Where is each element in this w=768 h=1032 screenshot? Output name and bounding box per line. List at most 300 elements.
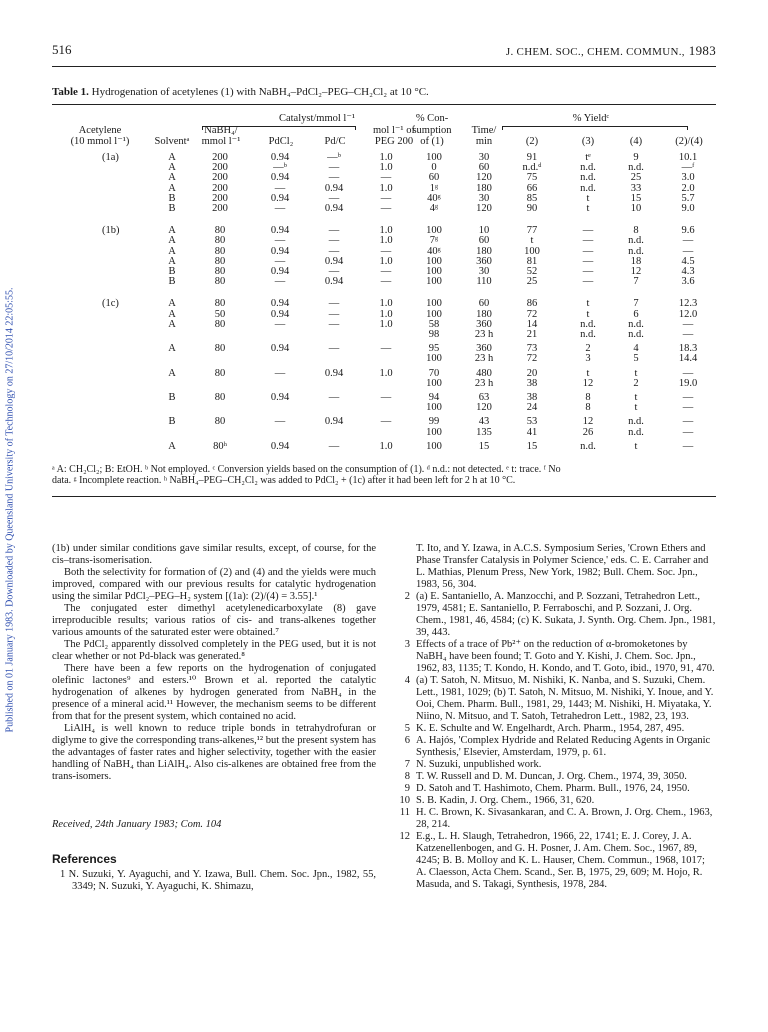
- journal-year: 1983: [688, 43, 716, 58]
- table-cell-y2: 66: [526, 182, 538, 194]
- table-cell-pdc: —: [328, 298, 340, 310]
- table-cell-nabh4: 80: [214, 255, 226, 267]
- table-cell-time: 120: [476, 402, 492, 414]
- paragraph: The conjugated ester dimethyl acetylenedicarboxylate (8) gave irreproducible results; various ratios of cis- and trans-alkenes together various amounts of the saturated ester were obtained.⁷: [52, 603, 376, 638]
- table-cell-time: 15: [478, 440, 490, 452]
- table-cell-y4: t: [634, 392, 638, 403]
- table-cell-peg: 1.0: [379, 255, 393, 267]
- table-cell-nabh4: 200: [212, 162, 228, 174]
- table-cell-nabh4: 80: [214, 235, 226, 247]
- header-yield-2: (2): [525, 136, 539, 147]
- table-cell-peg: 1.0: [379, 298, 393, 310]
- table-cell-y4: 7: [633, 276, 639, 288]
- table-cell-conv: 98: [428, 329, 440, 340]
- table-footnotes: [52, 464, 716, 486]
- table-cell-y3: n.d.: [580, 162, 596, 174]
- table-cell-y3: t: [586, 367, 590, 379]
- table-cell-pdcl2: —: [274, 235, 286, 247]
- paragraph: The PdCl₂ apparently dissolved completely in the PEG used, but it is not clear whether or not Pd-black was generated.⁸: [52, 639, 376, 662]
- table-cell-y2: 73: [526, 343, 538, 355]
- table-cell-y3: t: [586, 308, 590, 320]
- table-cell-time: 360: [476, 318, 492, 330]
- journal-name: J. CHEM. SOC., CHEM. COMMUN.,: [505, 46, 685, 58]
- table-cell-conv: 1ᵍ: [429, 182, 439, 194]
- table-cell-ratio: —: [682, 392, 694, 403]
- paragraph: There have been a few reports on the hydrogenation of conjugated olefinic lactones⁹ and esters.¹⁰ Brown et al. reported the catalytic hydrogenation of alkenes by hydrogen generated from NaBH₄ in the presence of a mineral acid.¹¹ However, the mechanism seems to be different from that for the present system, which contained no acid.: [52, 663, 376, 722]
- table-cell-peg: 1.0: [379, 235, 393, 247]
- table-cell-pdc: —: [328, 318, 340, 330]
- page-number: 516: [52, 42, 72, 57]
- header-yield-4: (4): [629, 136, 643, 147]
- table-cell-solvent: A: [168, 152, 176, 163]
- table-cell-time: 60: [478, 235, 490, 247]
- reference-item: [396, 543, 716, 591]
- table-cell-y3: —: [582, 255, 594, 267]
- table-cell-time: 60: [478, 298, 490, 310]
- table-cell-nabh4: 200: [212, 203, 228, 214]
- table-cell-nabh4: 200: [212, 182, 228, 194]
- table-cell-conv: 40ᵍ: [427, 245, 441, 257]
- table-cell-nabh4: 80: [214, 276, 226, 288]
- table-cell-y2: 86: [526, 298, 538, 310]
- table-cell-pdc: —: [328, 172, 340, 184]
- table-cell-acetylene: (1a): [102, 152, 119, 163]
- table-cell-y3: 12: [582, 416, 594, 428]
- table-cell-peg: 1.0: [379, 367, 393, 379]
- table-cell-time: 10: [478, 225, 490, 237]
- table-cell-y4: 15: [630, 192, 642, 204]
- references-heading: References: [52, 852, 117, 866]
- table-footnote-line-2: data. ᵍ Incomplete reaction. ʰ NaBH₄–PEG–CH₂Cl₂ was added to PdCl₂ + (1c) after it had been left for 2 h at 10 °C.: [52, 475, 516, 486]
- table-cell-conv: 99: [428, 416, 440, 428]
- left-column: [52, 543, 376, 893]
- table-cell-y3: —: [582, 225, 594, 237]
- table-cell-peg: 1.0: [379, 152, 393, 163]
- table-cell-y4: 25: [630, 172, 642, 184]
- table-cell-pdc: 0.94: [324, 203, 344, 214]
- table-cell-y2: 90: [526, 203, 538, 214]
- table-cell-time: 30: [478, 152, 490, 163]
- reference-number: 9: [404, 783, 410, 794]
- table-cell-conv: 100: [426, 353, 442, 365]
- table-bottom-rule: [52, 496, 716, 497]
- table-cell-peg: —: [380, 416, 392, 428]
- table-cell-acetylene: (1b): [102, 225, 120, 237]
- table-cell-time: 60: [478, 162, 490, 174]
- table-cell-time: 360: [476, 343, 492, 355]
- header-catalyst-group: Catalyst/mmol l⁻¹: [278, 113, 356, 124]
- table-cell-y4: 9: [633, 152, 639, 163]
- table-cell-y2: 52: [526, 266, 538, 277]
- reference-item: [396, 675, 716, 723]
- table-cell-y4: 7: [633, 298, 639, 310]
- header-nabh4: NaBH₄/: [204, 125, 238, 136]
- reference-item: [396, 591, 716, 639]
- table-cell-time: 110: [476, 276, 492, 288]
- reference-text: K. E. Schulte and W. Engelhardt, Arch. Pharm., 1954, 287, 495.: [416, 723, 685, 734]
- table-cell-y2: 38: [526, 392, 538, 403]
- table-cell-time: 23 h: [474, 329, 494, 340]
- table-cell-ratio: 18.3: [678, 343, 698, 355]
- table-cell-pdc: —: [328, 308, 340, 320]
- table-cell-solvent: B: [168, 416, 176, 428]
- table-cell-ratio: 5.7: [681, 192, 695, 204]
- table-cell-nabh4: 200: [212, 172, 228, 184]
- table-cell-pdc: —ᵇ: [327, 152, 341, 163]
- table-cell-nabh4: 80: [214, 318, 226, 330]
- download-watermark: [0, 150, 20, 870]
- table-cell-pdcl2: 0.94: [270, 172, 290, 184]
- table-cell-nabh4: 80: [214, 298, 226, 310]
- header-peg-top: mol l⁻¹ of: [373, 125, 415, 136]
- table-cell-ratio: —: [682, 426, 694, 438]
- received-date: Received, 24th January 1983; Com. 104: [52, 819, 222, 830]
- table-cell-nabh4: 80: [214, 367, 226, 379]
- header-yield-group: % Yieldᶜ: [572, 113, 610, 124]
- table-cell-peg: —: [380, 392, 392, 403]
- table-cell-nabh4: 80: [214, 416, 226, 428]
- running-head: [506, 43, 716, 59]
- reference-item: [396, 723, 716, 735]
- table-cell-conv: 100: [426, 440, 442, 452]
- table-cell-pdc: 0.94: [324, 276, 344, 288]
- table-cell-solvent: A: [168, 235, 176, 247]
- table-cell-pdc: —: [328, 392, 340, 403]
- table-cell-pdcl2: 0.94: [270, 266, 290, 277]
- table-cell-nabh4: 50: [214, 308, 226, 320]
- table-cell-y2: 75: [526, 172, 538, 184]
- table-cell-conv: 94: [428, 392, 440, 403]
- table-cell-nabh4: 80: [214, 266, 226, 277]
- reference-item: [396, 783, 716, 795]
- table-cell-y3: n.d.: [580, 318, 596, 330]
- table-cell-solvent: A: [168, 182, 176, 194]
- header-acetylene: Acetylene: [78, 125, 122, 136]
- table-cell-time: 180: [476, 245, 492, 257]
- table-cell-ratio: 3.0: [681, 172, 695, 184]
- table-cell-solvent: A: [168, 308, 176, 320]
- table-cell-pdcl2: 0.94: [270, 392, 290, 403]
- table-cell-ratio: 19.0: [678, 377, 698, 389]
- reference-text: Effects of a trace of Pb²⁺ on the reduction of α-bromoketones by NaBH₄ have been found; T. Goto and Y. Kishi, J. Chem. Soc. Jpn., 1962, 83, 1135; T. Kondo, H. Kondo, and T. Goto, ibid., 1970, 91, 470.: [416, 639, 715, 674]
- table-cell-y4: 2: [633, 377, 639, 389]
- table-cell-pdcl2: —: [274, 203, 286, 214]
- table-cell-solvent: A: [168, 343, 176, 355]
- table-cell-solvent: A: [168, 367, 176, 379]
- table-cell-solvent: B: [168, 276, 176, 288]
- header-solvent: Solventᵃ: [154, 136, 190, 147]
- reference-item: [396, 759, 716, 771]
- table-cell-y2: 15: [526, 440, 538, 452]
- reference-item: [396, 735, 716, 759]
- header-time-unit: min: [475, 136, 493, 147]
- header-acetylene-unit: (10 mmol l⁻¹): [70, 136, 130, 147]
- table-cell-y3: t: [586, 203, 590, 214]
- table-cell-y3: 2: [585, 343, 591, 355]
- table-cell-y3: —: [582, 245, 594, 257]
- table-cell-conv: 4ᵍ: [429, 203, 439, 214]
- table-cell-ratio: —: [682, 235, 694, 247]
- table-cell-nabh4: 80ʰ: [213, 440, 227, 452]
- table-cell-ratio: —: [682, 318, 694, 330]
- table-cell-y3: —: [582, 266, 594, 277]
- table-cell-ratio: 12.3: [678, 298, 698, 310]
- table-cell-conv: 100: [426, 426, 442, 438]
- table-caption-label: Table 1.: [52, 86, 89, 98]
- reference-text: N. Suzuki, unpublished work.: [416, 759, 542, 770]
- table-cell-time: 120: [476, 203, 492, 214]
- table-cell-solvent: A: [168, 440, 176, 452]
- table-cell-pdc: —: [328, 245, 340, 257]
- table-cell-y4: t: [634, 402, 638, 414]
- table-cell-peg: —: [380, 203, 392, 214]
- table-cell-y3: n.d.: [580, 329, 596, 340]
- table-cell-ratio: 2.0: [681, 182, 695, 194]
- reference-item: [396, 807, 716, 831]
- table-footnote-line-1: ᵃ A: CH₂Cl₂; B: EtOH. ᵇ Not employed. ᶜ Conversion yields based on the consumption of (1). ᵈ n.d.: not detected. ᵉ t: trace. ᶠ No: [52, 464, 561, 475]
- header-pdcl2: PdCl₂: [268, 136, 294, 147]
- table-cell-y4: 5: [633, 353, 639, 365]
- table-cell-solvent: B: [168, 392, 176, 403]
- table-cell-pdcl2: 0.94: [270, 343, 290, 355]
- table-cell-ratio: —: [682, 416, 694, 428]
- table-cell-pdc: 0.94: [324, 416, 344, 428]
- table-cell-ratio: —: [682, 245, 694, 257]
- table-cell-solvent: A: [168, 225, 176, 237]
- table-cell-ratio: 10.1: [678, 152, 698, 163]
- table-cell-y2: 24: [526, 402, 538, 414]
- header-time: Time/: [471, 125, 497, 136]
- table-cell-ratio: 4.3: [681, 266, 695, 277]
- table-cell-conv: 100: [426, 308, 442, 320]
- table-cell-ratio: —: [682, 402, 694, 414]
- table-cell-nabh4: 200: [212, 192, 228, 204]
- reference-number: 2: [404, 591, 410, 602]
- table-cell-y4: 33: [630, 182, 642, 194]
- table-cell-pdcl2: 0.94: [270, 298, 290, 310]
- table-cell-y3: 3: [585, 353, 591, 365]
- table-cell-time: 135: [476, 426, 492, 438]
- table-cell-solvent: B: [168, 192, 176, 204]
- table-cell-y3: —: [582, 276, 594, 288]
- header-ratio: (2)/(4): [675, 136, 703, 147]
- yield-brace: [502, 126, 688, 130]
- table-cell-y2: 38: [526, 377, 538, 389]
- table-cell-conv: 100: [426, 402, 442, 414]
- table-cell-time: 23 h: [474, 353, 494, 365]
- reference-text: T. W. Russell and D. M. Duncan, J. Org. Chem., 1974, 39, 3050.: [416, 771, 687, 782]
- table-cell-y2: 25: [526, 276, 538, 288]
- table-cell-y4: 6: [633, 308, 639, 320]
- table-cell-time: 23 h: [474, 377, 494, 389]
- reference-number: 8: [404, 771, 410, 782]
- table-cell-pdcl2: 0.94: [270, 308, 290, 320]
- table-cell-solvent: B: [168, 266, 176, 277]
- table-cell-y2: 77: [526, 225, 538, 237]
- paragraph: LiAlH₄ is well known to reduce triple bonds in tetrahydrofuran or diglyme to give the corresponding trans-alkenes,¹² but the present system has the advantages of faster rates and higher selectivity, together with the easier handling of NaBH₄ than LiAlH₄. Also cis-alkenes are obtained free from the trans-isomers.: [52, 723, 376, 782]
- table-cell-y3: t: [586, 192, 590, 204]
- table-cell-y2: 72: [526, 353, 538, 365]
- reference-number: 5: [404, 723, 410, 734]
- reference-text: D. Satoh and T. Hashimoto, Chem. Pharm. Bull., 1976, 24, 1950.: [416, 783, 690, 794]
- reference-number: 3: [404, 639, 410, 650]
- table-cell-y3: n.d.: [580, 182, 596, 194]
- table-cell-peg: 1.0: [379, 225, 393, 237]
- table-cell-y2: 81: [526, 255, 538, 267]
- table-cell-y3: tᵉ: [585, 152, 591, 163]
- download-watermark-text: Published on 01 January 1983. Downloaded by Queensland University of Technology on 27/10/2014 22:05:55.: [4, 287, 16, 733]
- table-cell-y3: t: [586, 298, 590, 310]
- table-cell-pdcl2: —: [274, 367, 286, 379]
- table-cell-y4: n.d.: [628, 235, 644, 247]
- reference-number: 10: [399, 795, 410, 806]
- reference-text: S. B. Kadin, J. Org. Chem., 1966, 31, 620.: [416, 795, 595, 806]
- table-cell-conv: 40ᵍ: [427, 192, 441, 204]
- reference-number: 7: [404, 759, 410, 770]
- table-cell-peg: 1.0: [379, 182, 393, 194]
- table-cell-ratio: 9.0: [681, 203, 695, 214]
- header-yield-3: (3): [581, 136, 595, 147]
- table-cell-pdc: —: [328, 343, 340, 355]
- table-cell-y2: 14: [526, 318, 538, 330]
- table-cell-y4: n.d.: [628, 318, 644, 330]
- table-cell-peg: —: [380, 172, 392, 184]
- table-cell-conv: 100: [426, 298, 442, 310]
- table-cell-solvent: A: [168, 172, 176, 184]
- table-cell-pdcl2: —: [274, 255, 286, 267]
- table-cell-y4: n.d.: [628, 162, 644, 174]
- table-cell-y3: 8: [585, 392, 591, 403]
- table-cell-time: 63: [478, 392, 490, 403]
- table-cell-y3: 12: [582, 377, 594, 389]
- reference-text: H. C. Brown, K. Sivasankaran, and C. A. Brown, J. Org. Chem., 1963, 28, 214.: [416, 807, 713, 830]
- table-cell-ratio: —: [682, 440, 694, 452]
- table-cell-time: 30: [478, 192, 490, 204]
- table-cell-y3: n.d.: [580, 172, 596, 184]
- reference-item: [396, 831, 716, 891]
- header-rule: [52, 66, 716, 67]
- table-cell-conv: 100: [426, 225, 442, 237]
- table-cell-ratio: —: [682, 367, 694, 379]
- table-cell-nabh4: 200: [212, 152, 228, 163]
- table-cell-time: 180: [476, 308, 492, 320]
- table-cell-solvent: A: [168, 255, 176, 267]
- table-cell-y4: t: [634, 440, 638, 452]
- reference-number: 12: [399, 831, 410, 842]
- header-pdc: Pd/C: [324, 136, 346, 147]
- table-cell-pdc: 0.94: [324, 367, 344, 379]
- header-nabh4-unit: mmol l⁻¹: [201, 136, 241, 147]
- table-cell-y4: 18: [630, 255, 642, 267]
- table-cell-pdcl2: 0.94: [270, 152, 290, 163]
- table-cell-y4: n.d.: [628, 416, 644, 428]
- table-cell-nabh4: 80: [214, 225, 226, 237]
- table-cell-conv: 95: [428, 343, 440, 355]
- table-cell-y2: 72: [526, 308, 538, 320]
- header-conversion: % Con-: [415, 113, 449, 124]
- table-cell-peg: 1.0: [379, 162, 393, 174]
- table-cell-conv: 100: [426, 377, 442, 389]
- reference-text: T. Ito, and Y. Izawa, in A.C.S. Symposium Series, 'Crown Ethers and Phase Transfer Catalysis in Polymer Science,' eds. C. E. Carraher and L. Mathias, Plenum Press, New York, 1982; Bull. Chem. Soc. Jpn., 1983, 56, 304.: [416, 543, 709, 590]
- table-cell-peg: 1.0: [379, 318, 393, 330]
- header-conv-mid: sumption: [412, 125, 452, 136]
- table-cell-peg: —: [380, 276, 392, 288]
- table-cell-y2: n.d.ᵈ: [522, 162, 542, 174]
- table-cell-y4: n.d.: [628, 426, 644, 438]
- table-cell-ratio: —: [682, 329, 694, 340]
- table-cell-pdc: 0.94: [324, 255, 344, 267]
- table-cell-y3: n.d.: [580, 440, 596, 452]
- table-cell-time: 120: [476, 172, 492, 184]
- table-cell-conv: 0: [431, 162, 437, 174]
- table-cell-conv: 100: [426, 255, 442, 267]
- table-cell-solvent: A: [168, 298, 176, 310]
- table-cell-y3: 8: [585, 402, 591, 414]
- table-cell-conv: 60: [428, 172, 440, 184]
- table-cell-time: 180: [476, 182, 492, 194]
- table-caption: [52, 86, 429, 98]
- table-cell-conv: 100: [426, 276, 442, 288]
- table-caption-text: Hydrogenation of acetylenes (1) with NaBH₄–PdCl₂–PEG–CH₂Cl₂ at 10 °C.: [91, 86, 429, 98]
- table-cell-pdcl2: —ᵇ: [273, 162, 287, 174]
- table-cell-solvent: A: [168, 318, 176, 330]
- table-cell-conv: 100: [426, 266, 442, 277]
- table-cell-solvent: B: [168, 203, 176, 214]
- table-cell-peg: —: [380, 266, 392, 277]
- reference-text: A. Hajós, 'Complex Hydride and Related Reducing Agents in Organic Synthesis,' Elsevier, Amsterdam, 1979, p. 61.: [416, 735, 711, 758]
- table-cell-y2: 20: [526, 367, 538, 379]
- table-cell-y2: 91: [526, 152, 538, 163]
- table-cell-acetylene: (1c): [102, 298, 119, 310]
- header-peg: PEG 200: [374, 136, 414, 147]
- data-table: [52, 108, 716, 458]
- table-cell-pdcl2: —: [274, 182, 286, 194]
- table-cell-pdc: —: [328, 162, 340, 174]
- table-cell-ratio: 12.0: [678, 308, 698, 320]
- table-cell-peg: —: [380, 192, 392, 204]
- table-cell-time: 30: [478, 266, 490, 277]
- reference-item: 1 N. Suzuki, Y. Ayaguchi, and Y. Izawa, Bull. Chem. Soc. Jpn., 1982, 55, 3349; N. Suzuki, Y. Ayaguchi, K. Shimazu,: [60, 869, 376, 892]
- table-cell-pdcl2: 0.94: [270, 192, 290, 204]
- reference-text: (a) E. Santaniello, A. Manzocchi, and P. Sozzani, Tetrahedron Lett., 1979, 4581; E. Santaniello, P. Ferraboschi, and P. Sozzani, J. Org. Chem., 1981, 46, 4584; (c) K. Sukata, J. Synth. Org. Chem. Jpn., 1981, 39, 443.: [416, 591, 716, 638]
- table-cell-y4: n.d.: [628, 245, 644, 257]
- table-cell-pdcl2: —: [274, 416, 286, 428]
- table-cell-ratio: 14.4: [678, 353, 698, 365]
- table-cell-time: 43: [478, 416, 490, 428]
- table-cell-pdc: —: [328, 440, 340, 452]
- table-cell-y3: 26: [582, 426, 594, 438]
- table-cell-pdc: —: [328, 235, 340, 247]
- table-cell-y2: 21: [526, 329, 538, 340]
- reference-number: 11: [399, 807, 410, 818]
- table-cell-conv: 100: [426, 152, 442, 163]
- table-cell-nabh4: 80: [214, 392, 226, 403]
- table-cell-pdcl2: —: [274, 276, 286, 288]
- table-cell-pdcl2: 0.94: [270, 225, 290, 237]
- reference-number: 6: [404, 735, 410, 746]
- table-cell-peg: 1.0: [379, 308, 393, 320]
- table-cell-nabh4: 80: [214, 245, 226, 257]
- table-cell-ratio: —ᶠ: [681, 162, 695, 174]
- table-cell-conv: 70: [428, 367, 440, 379]
- reference-item: [396, 639, 716, 675]
- table-cell-pdc: —: [328, 266, 340, 277]
- table-cell-y3: —: [582, 235, 594, 247]
- reference-number: 4: [404, 675, 410, 686]
- table-cell-pdcl2: 0.94: [270, 245, 290, 257]
- table-cell-y2: t: [530, 235, 534, 247]
- table-cell-solvent: A: [168, 245, 176, 257]
